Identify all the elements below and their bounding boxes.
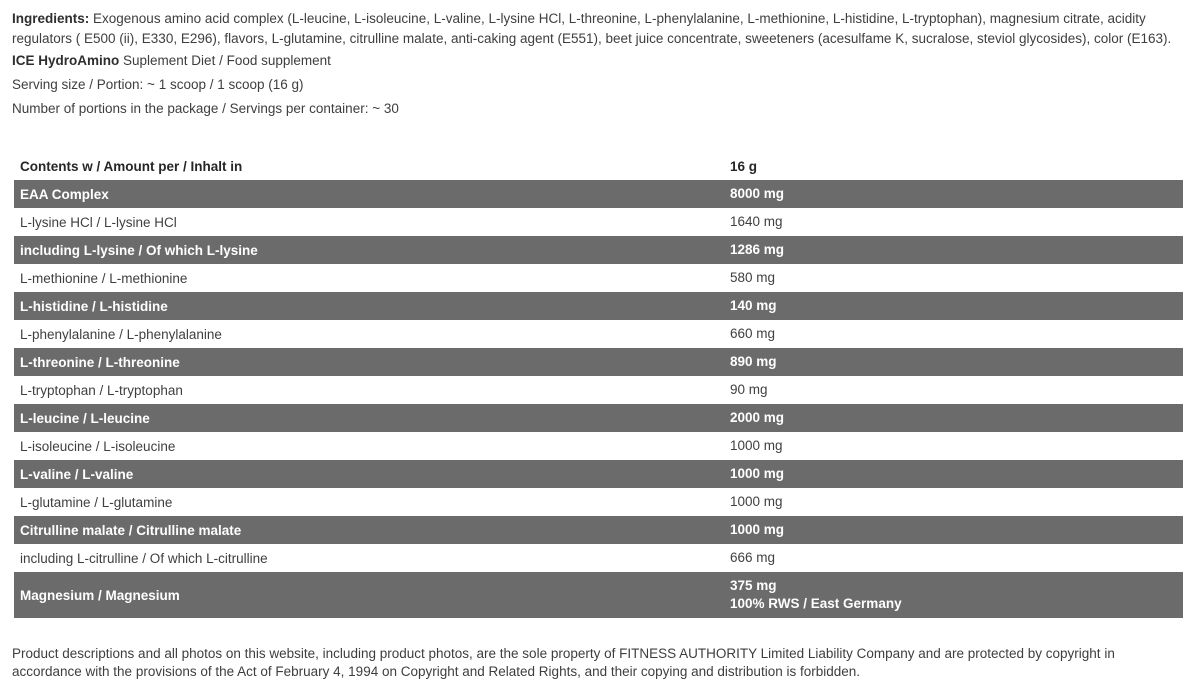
row-value: 90 mg (730, 382, 768, 397)
row-value: 1000 mg (730, 522, 785, 537)
product-name-line (12, 49, 1200, 73)
portions-line: Number of portions in the package / Servings per container: ~ 30 (12, 101, 399, 116)
row-label: L-methionine / L-methionine (20, 270, 188, 286)
table-row (14, 572, 1183, 618)
row-value: 580 mg (730, 270, 776, 285)
row-value: 140 mg (730, 298, 777, 313)
table-row (14, 516, 1183, 544)
table-row (14, 292, 1183, 320)
row-value: 1000 mg (730, 466, 785, 481)
row-label: including L-lysine / Of which L-lysine (20, 242, 258, 258)
table-rows (14, 180, 1183, 618)
row-label: EAA Complex (20, 186, 109, 202)
table-row (14, 544, 1183, 572)
supplement-facts-panel (0, 9, 1200, 680)
row-value: 375 mg 100% RWS / East Germany (730, 577, 1183, 613)
row-value: 1286 mg (730, 242, 785, 257)
table-row (14, 376, 1183, 404)
row-label: L-phenylalanine / L-phenylalanine (20, 326, 222, 342)
table-row (14, 208, 1183, 236)
ingredients-text: Exogenous amino acid complex (L-leucine, L-isoleucine, L-valine, L-lysine HCl, L-threonine, L-phenylalanine, L-methionine, L-histidine, L-tryptophan), magnesium citrate, acidity regulators ( E500 (ii), E330, E296), flavors, L-glutamine, citrulline malate, anti-caking agent (E551), beet juice concentrate, sweeteners (acesulfame K, sucralose, steviol glycosides), color (E163). (12, 11, 1172, 46)
ingredients-paragraph (12, 9, 1186, 49)
row-label: L-isoleucine / L-isoleucine (20, 438, 176, 454)
row-label: L-tryptophan / L-tryptophan (20, 382, 183, 398)
row-label: Citrulline malate / Citrulline malate (20, 522, 242, 538)
disclaimer-paragraph: Product descriptions and all photos on this website, including product photos, are the sole property of FITNESS AUTHORITY Limited Liability Company and are protected by copyright in accordance with the provisions of the Act of February 4, 1994 on Copyright and Related Rights, and their copying and distribution is forbidden. (12, 645, 1115, 679)
table-row (14, 488, 1183, 516)
row-value: 1000 mg (730, 494, 783, 509)
row-value: 8000 mg (730, 186, 785, 201)
row-label: L-histidine / L-histidine (20, 298, 168, 314)
nutrition-table (14, 153, 1183, 618)
row-value: 1000 mg (730, 438, 783, 453)
row-label: Magnesium / Magnesium (20, 587, 180, 603)
table-header-value: 16 g (730, 159, 758, 174)
product-name: ICE HydroAmino (12, 53, 120, 68)
table-row (14, 404, 1183, 432)
table-row (14, 432, 1183, 460)
row-value: 890 mg (730, 354, 777, 369)
table-row (14, 348, 1183, 376)
row-value: 1640 mg (730, 214, 783, 229)
table-row (14, 236, 1183, 264)
row-label: L-valine / L-valine (20, 466, 134, 482)
row-label: including L-citrulline / Of which L-citrulline (20, 550, 268, 566)
row-value: 660 mg (730, 326, 776, 341)
ingredients-label: Ingredients: (12, 11, 90, 26)
serving-size-line: Serving size / Portion: ~ 1 scoop / 1 scoop (16 g) (12, 77, 304, 92)
table-header-label: Contents w / Amount per / Inhalt in (20, 159, 243, 174)
row-value-secondary: 100% RWS / East Germany (730, 596, 902, 611)
row-value: 2000 mg (730, 410, 785, 425)
row-label: L-threonine / L-threonine (20, 354, 180, 370)
row-label: L-leucine / L-leucine (20, 410, 150, 426)
table-row (14, 180, 1183, 208)
table-row (14, 460, 1183, 488)
row-value: 666 mg (730, 550, 776, 565)
table-row (14, 264, 1183, 292)
table-header-row (14, 153, 1183, 180)
table-row (14, 320, 1183, 348)
row-label: L-glutamine / L-glutamine (20, 494, 173, 510)
row-label: L-lysine HCl / L-lysine HCl (20, 214, 177, 230)
product-name-suffix: Suplement Diet / Food supplement (119, 53, 331, 68)
